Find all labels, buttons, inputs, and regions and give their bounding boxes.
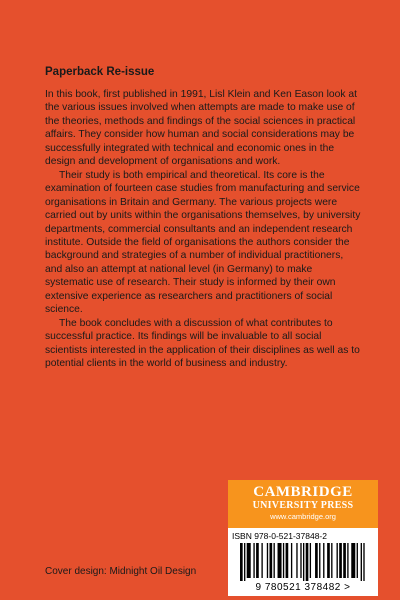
publisher-subtitle: UNIVERSITY PRESS — [252, 500, 354, 511]
isbn-label: ISBN 978-0-521-37848-2 — [232, 531, 327, 541]
barcode-bar — [303, 543, 304, 581]
barcode-bar — [343, 543, 346, 578]
publisher-name: CAMBRIDGE — [253, 484, 353, 500]
barcode-bar — [296, 543, 297, 578]
barcode-panel — [228, 528, 378, 596]
barcode-bar — [240, 543, 243, 581]
barcode-bar — [361, 543, 362, 581]
barcode-bar — [278, 543, 282, 578]
barcode-bar — [253, 543, 254, 578]
barcode-digits: 9 780521 378482 > — [255, 582, 351, 593]
barcode-bar — [261, 543, 262, 578]
barcode-bar — [363, 543, 364, 581]
barcode-bar — [315, 543, 318, 578]
barcode-bar — [244, 543, 245, 581]
barcode-bar — [300, 543, 301, 578]
barcode-bar — [274, 543, 275, 578]
barcode-bar — [323, 543, 324, 578]
barcode-bar — [267, 543, 268, 578]
heading: Paperback Re-issue — [45, 66, 155, 78]
paragraph-1: In this book, first published in 1991, Lisl Klein and Ken Eason look at the various issues involved when attempts are made to make use of the theories, methods and findings of the social sciences in practical affairs. They consider how human and social considerations may be successfully integrated with technical and economic ones in the design and development of organisations and work. — [45, 89, 357, 168]
barcode-bar — [357, 543, 358, 578]
publisher-url: www.cambridge.org — [270, 512, 336, 521]
barcode-bar — [291, 543, 292, 578]
barcode-bar — [337, 543, 338, 578]
barcode-bar — [306, 543, 309, 581]
blurb — [45, 88, 363, 371]
barcode-bar — [247, 543, 251, 578]
barcode-bar — [286, 543, 289, 578]
barcode-bar — [351, 543, 355, 578]
paragraph-3: The book concludes with a discussion of what contributes to successful practice. Its findings will be invaluable to all social scientists interested in the application of their disciplines as well as to potential clients in the world of business and industry. — [45, 317, 360, 370]
barcode-icon — [240, 543, 366, 581]
barcode-bar — [310, 543, 311, 578]
barcode-bar — [327, 543, 330, 578]
barcode-bar — [339, 543, 342, 578]
barcode-bar — [331, 543, 332, 578]
barcode-bar — [269, 543, 272, 578]
paragraph-2: Their study is both empirical and theoretical. Its core is the examination of fourteen case studies from manufacturing and service organisations in Britain and Germany. The various projects were carried out by units within the organisations themselves, by university departments, commercial consultants and an independent research institute. Outside the field of organisations the authors consider the background and strategies of a number of individual practitioners, and also an attempt at national level (in Germany) to make systematic use of research. Their study is informed by their own extensive experience as researchers and practitioners of social science. — [45, 169, 361, 316]
cover-credit: Cover design: Midnight Oil Design — [45, 566, 197, 577]
barcode-bar — [256, 543, 259, 578]
publisher-logo — [228, 480, 378, 528]
barcode-bar — [319, 543, 320, 578]
barcode-bar — [347, 543, 348, 578]
barcode-bar — [283, 543, 284, 578]
